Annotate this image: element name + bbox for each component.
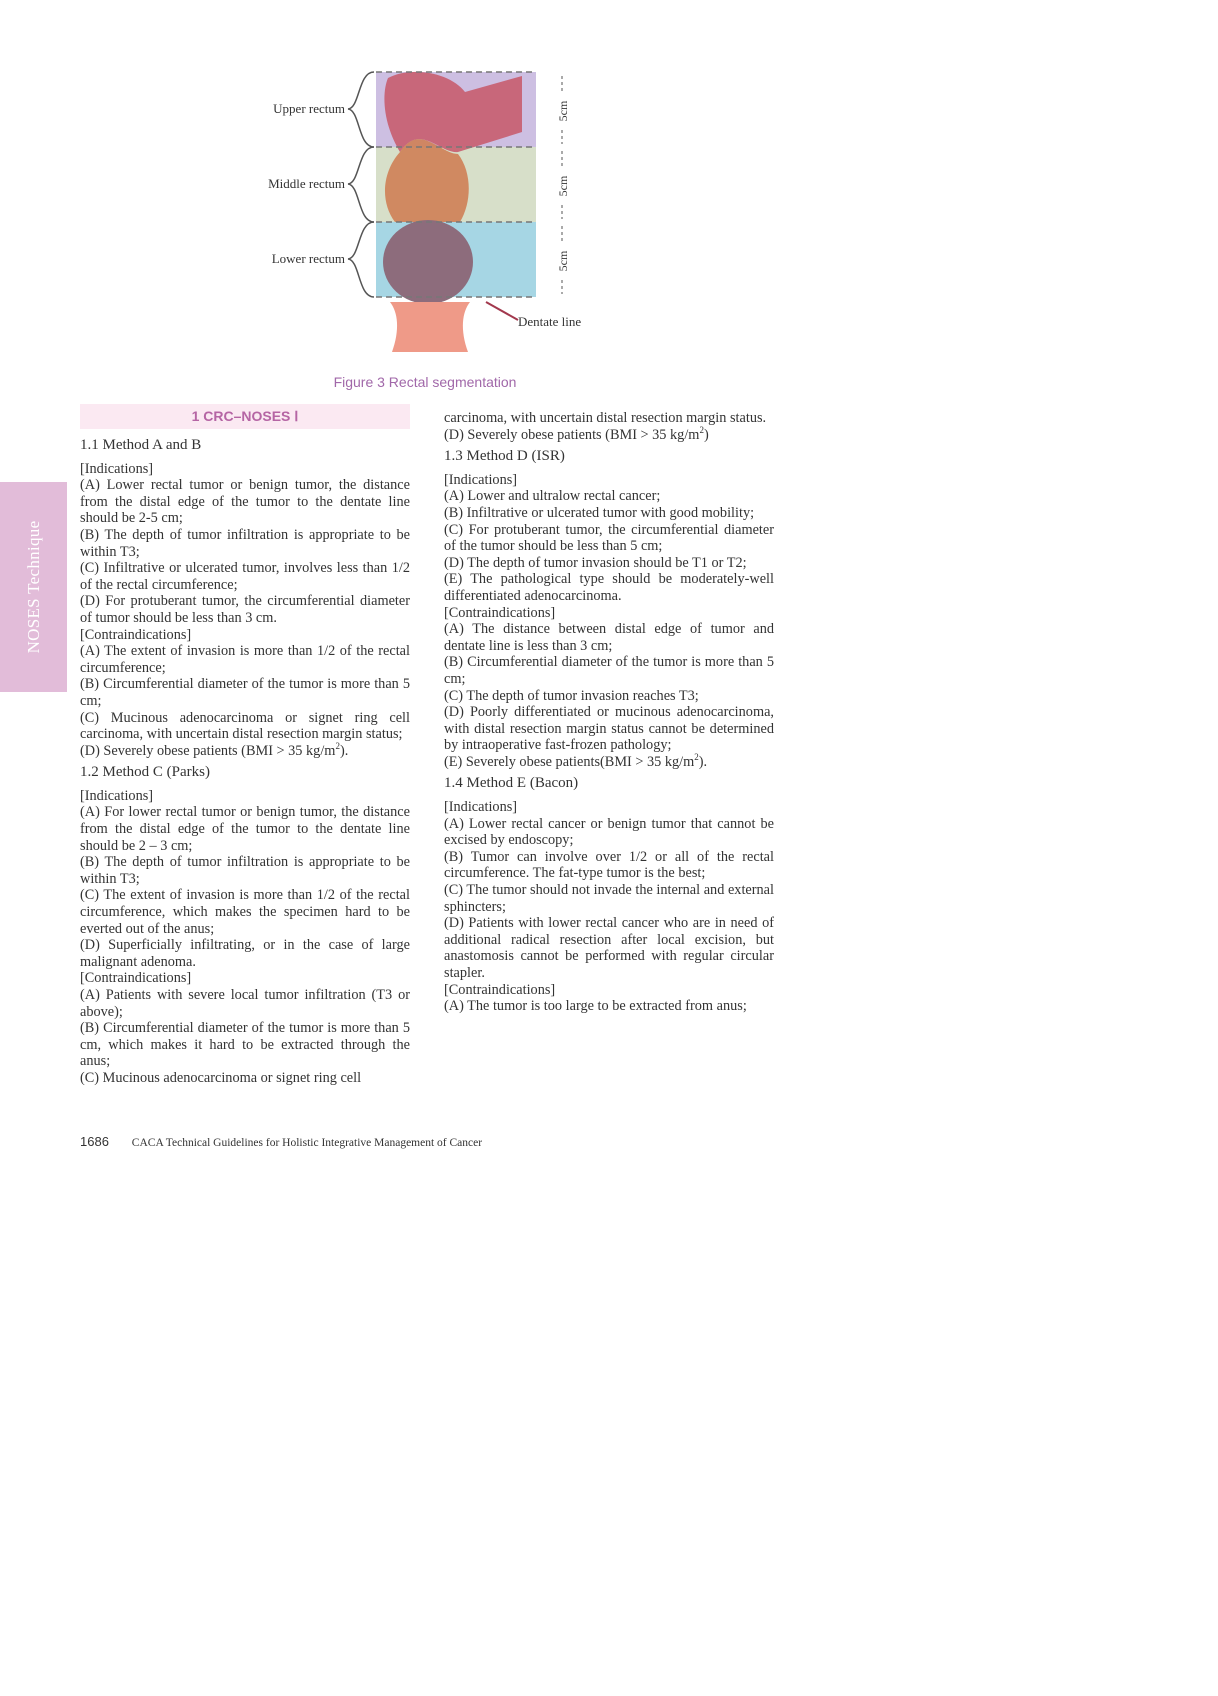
middle-rectum-label: Middle rectum [268,176,345,191]
list-item: (A) The distance between distal edge of tumor and dentate line is less than 3 cm; [444,621,774,654]
list-item: (C) The tumor should not invade the internal and external sphincters; [444,882,774,915]
upper-rectum-label: Upper rectum [273,101,345,116]
measure-upper: 5cm [556,100,570,122]
page-footer [80,1134,482,1149]
upper-brace [348,72,374,147]
list-item: (C) The depth of tumor invasion reaches T3; [444,687,699,704]
continued-text: carcinoma, with uncertain distal resection margin status. [444,410,767,426]
section-banner: 1 CRC–NOSES Ⅰ [80,404,410,429]
list-item: (C) Mucinous adenocarcinoma or signet ring cell [80,1069,362,1086]
heading-method-d: 1.3 Method D (ISR) [444,448,565,465]
list-item: (D) For protuberant tumor, the circumferential diameter of tumor should be less than 3 cm. [80,593,410,626]
list-item: (D) Superficially infiltrating, or in the case of large malignant adenoma. [80,937,410,970]
heading-method-e: 1.4 Method E (Bacon) [444,775,579,792]
contraindications-label: [Contraindications] [80,626,192,643]
dentate-line-label: Dentate line [518,314,582,329]
list-item: (C) Infiltrative or ulcerated tumor, involves less than 1/2 of the rectal circumference; [80,560,410,593]
contraindications-label: [Contraindications] [444,981,556,998]
contraindications-label: [Contraindications] [80,970,192,987]
list-item: (A) Lower rectal tumor or benign tumor, the distance from the distal edge of the tumor to the dentate line should be 2-5 cm; [80,477,410,527]
measure-lower: 5cm [556,250,570,272]
page-number: 1686 [80,1134,109,1149]
list-item: (E) Severely obese patients(BMI > 35 $kg/m^2$). [444,752,708,770]
list-item: (A) Patients with severe local tumor infiltration (T3 or above); [80,987,410,1020]
rectal-segmentation-figure [250,62,610,362]
list-item: (B) Circumferential diameter of the tumor is more than 5 cm; [444,654,774,687]
dentate-arrow [486,302,518,320]
right-column [444,410,774,1015]
list-item: (A) For lower rectal tumor or benign tumor, the distance from the distal edge of the tumor to the dentate line should be 2 – 3 cm; [80,804,410,854]
middle-brace [348,147,374,222]
side-tab-label: NOSES Technique [23,520,43,654]
lower-rectum-label: Lower rectum [271,251,345,266]
list-item: (A) Lower rectal cancer or benign tumor that cannot be excised by endoscopy; [444,815,774,849]
list-item: (C) The extent of invasion is more than 1/2 of the rectal circumference, which makes the specimen hard to be everted out of the anus; [80,887,410,937]
left-column [80,404,410,1087]
contraindications-label: [Contraindications] [444,604,556,621]
list-item: (B) Circumferential diameter of the tumor is more than 5 cm, which makes it hard to be extracted through the anus; [80,1020,410,1070]
list-item: (D) Severely obese patients (BMI > 35 $kg/m^2$) [444,424,709,443]
list-item: (B) Infiltrative or ulcerated tumor with good mobility; [444,504,755,521]
indications-label: [Indications] [444,799,518,816]
list-item: (A) The tumor is too large to be extracted from anus; [444,998,747,1015]
indications-label: [Indications] [444,471,518,488]
list-item: (B) Tumor can involve over 1/2 or all of the rectal circumference. The fat-type tumor is the best; [444,848,774,882]
list-item: (D) Severely obese patients (BMI > 35 $kg/m^2$). [80,740,349,759]
list-item: (C) For protuberant tumor, the circumferential diameter of the tumor should be less than 5 cm; [444,521,774,555]
list-item: (B) The depth of tumor infiltration is appropriate to be within T3; [80,526,410,560]
list-item: (D) Patients with lower rectal cancer who are in need of additional radical resection after local excision, but anastomosis cannot be performed with regular circular stapler. [444,915,774,981]
rectum-lower-ampulla [383,220,473,304]
indications-label: [Indications] [80,787,154,804]
list-item: (A) Lower and ultralow rectal cancer; [444,488,661,505]
anal-canal [390,302,470,352]
indications-label: [Indications] [80,460,154,477]
list-item: (B) Circumferential diameter of the tumor is more than 5 cm; [80,676,410,709]
list-item: (D) The depth of tumor invasion should be T1 or T2; [444,554,747,571]
footer-text: CACA Technical Guidelines for Holistic Integrative Management of Cancer [131,1137,483,1149]
list-item: (A) The extent of invasion is more than 1/2 of the rectal circumference; [80,643,410,676]
list-item: (C) Mucinous adenocarcinoma or signet ring cell carcinoma, with uncertain distal resection margin status; [80,709,410,743]
heading-method-c: 1.2 Method C (Parks) [80,764,210,781]
list-item: (E) The pathological type should be moderately-well differentiated adenocarcinoma. [444,571,774,604]
measure-middle: 5cm [556,175,570,197]
list-item: (D) Poorly differentiated or mucinous adenocarcinoma, with distal resection margin status cannot be determined by intraoperative fast-frozen pathology; [444,704,774,754]
list-item: (B) The depth of tumor infiltration is appropriate to be within T3; [80,854,410,887]
lower-brace [348,222,374,297]
heading-method-a-b: 1.1 Method A and B [80,437,202,453]
figure-caption: Figure 3 Rectal segmentation [333,374,517,390]
side-tab [0,482,67,692]
